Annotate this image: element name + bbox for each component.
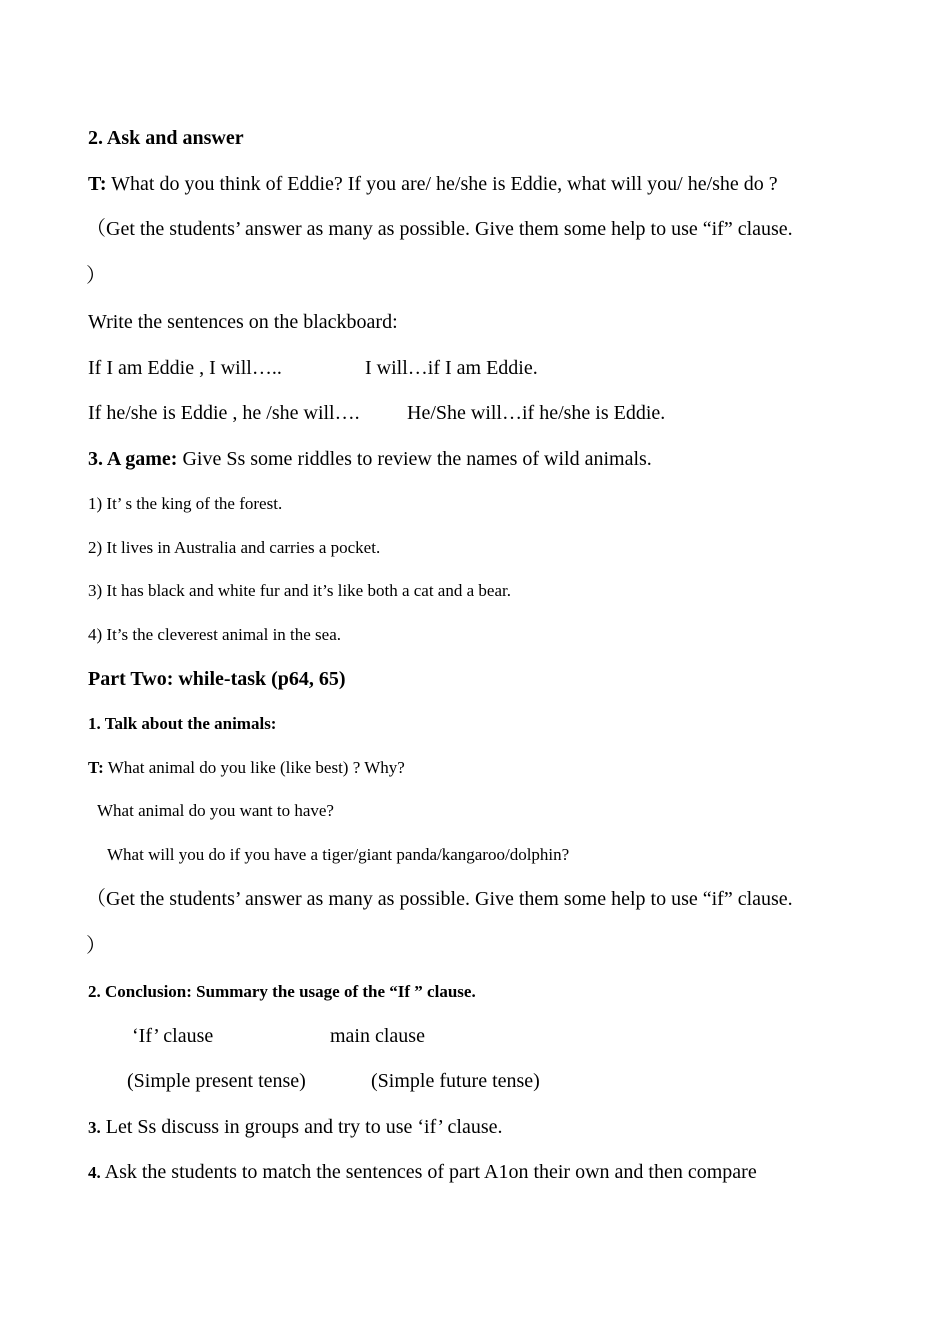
game-instruction: 3. A game: Give Ss some riddles to review the names of wild animals.: [88, 448, 652, 470]
item-3: 3. Let Ss discuss in groups and try to use ‘if’ clause.: [88, 1116, 503, 1138]
section-heading-ask-answer: 2. Ask and answer: [88, 127, 244, 149]
item-4: 4. Ask the students to match the sentences of part A1on their own and then compare: [88, 1161, 757, 1183]
riddle-4: 4) It’s the cleverest animal in the sea.: [88, 625, 342, 644]
teacher-question-animals: T: What animal do you like (like best) ? Why?: [88, 758, 405, 777]
riddle-1: 1) It’ s the king of the forest.: [88, 494, 283, 513]
teacher-note: （Get the students’ answer as many as possible. Give them some help to use “if” clause.: [86, 218, 793, 240]
teacher-label: T:: [88, 758, 104, 777]
simple-present-label: (Simple present tense): [127, 1070, 306, 1092]
main-clause-label: main clause: [330, 1025, 425, 1047]
write-instruction: Write the sentences on the blackboard:: [88, 311, 398, 333]
teacher-label: T:: [88, 173, 107, 195]
part-two-heading: Part Two: while-task (p64, 65): [88, 668, 346, 690]
teacher-note-2-close: ）: [86, 935, 106, 957]
sentence-if-he-she: If he/she is Eddie , he /she will….: [88, 402, 360, 424]
question-want-to-have: What animal do you want to have?: [97, 801, 334, 820]
sentence-if-i-am: If I am Eddie , I will…..: [88, 357, 282, 379]
riddle-2: 2) It lives in Australia and carries a pocket.: [88, 538, 381, 557]
teacher-note-2: （Get the students’ answer as many as possible. Give them some help to use “if” clause.: [86, 888, 793, 910]
sentence-i-will: I will…if I am Eddie.: [365, 357, 538, 379]
game-label: 3. A game:: [88, 448, 178, 470]
item-4-number: 4.: [88, 1163, 101, 1182]
conclusion-heading: 2. Conclusion: Summary the usage of the “If ” clause.: [88, 982, 476, 1001]
item-3-number: 3.: [88, 1118, 101, 1137]
simple-future-label: (Simple future tense): [371, 1070, 540, 1092]
if-clause-label: ‘If’ clause: [132, 1025, 214, 1047]
question-what-will-you-do: What will you do if you have a tiger/giant panda/kangaroo/dolphin?: [107, 845, 570, 864]
riddle-3: 3) It has black and white fur and it’s like both a cat and a bear.: [88, 581, 511, 600]
talk-heading: 1. Talk about the animals:: [88, 714, 277, 733]
teacher-note-close: ）: [86, 265, 106, 287]
sentence-he-she-will: He/She will…if he/she is Eddie.: [407, 402, 666, 424]
teacher-question: T: What do you think of Eddie? If you are/ he/she is Eddie, what will you/ he/she do ?: [88, 173, 778, 195]
